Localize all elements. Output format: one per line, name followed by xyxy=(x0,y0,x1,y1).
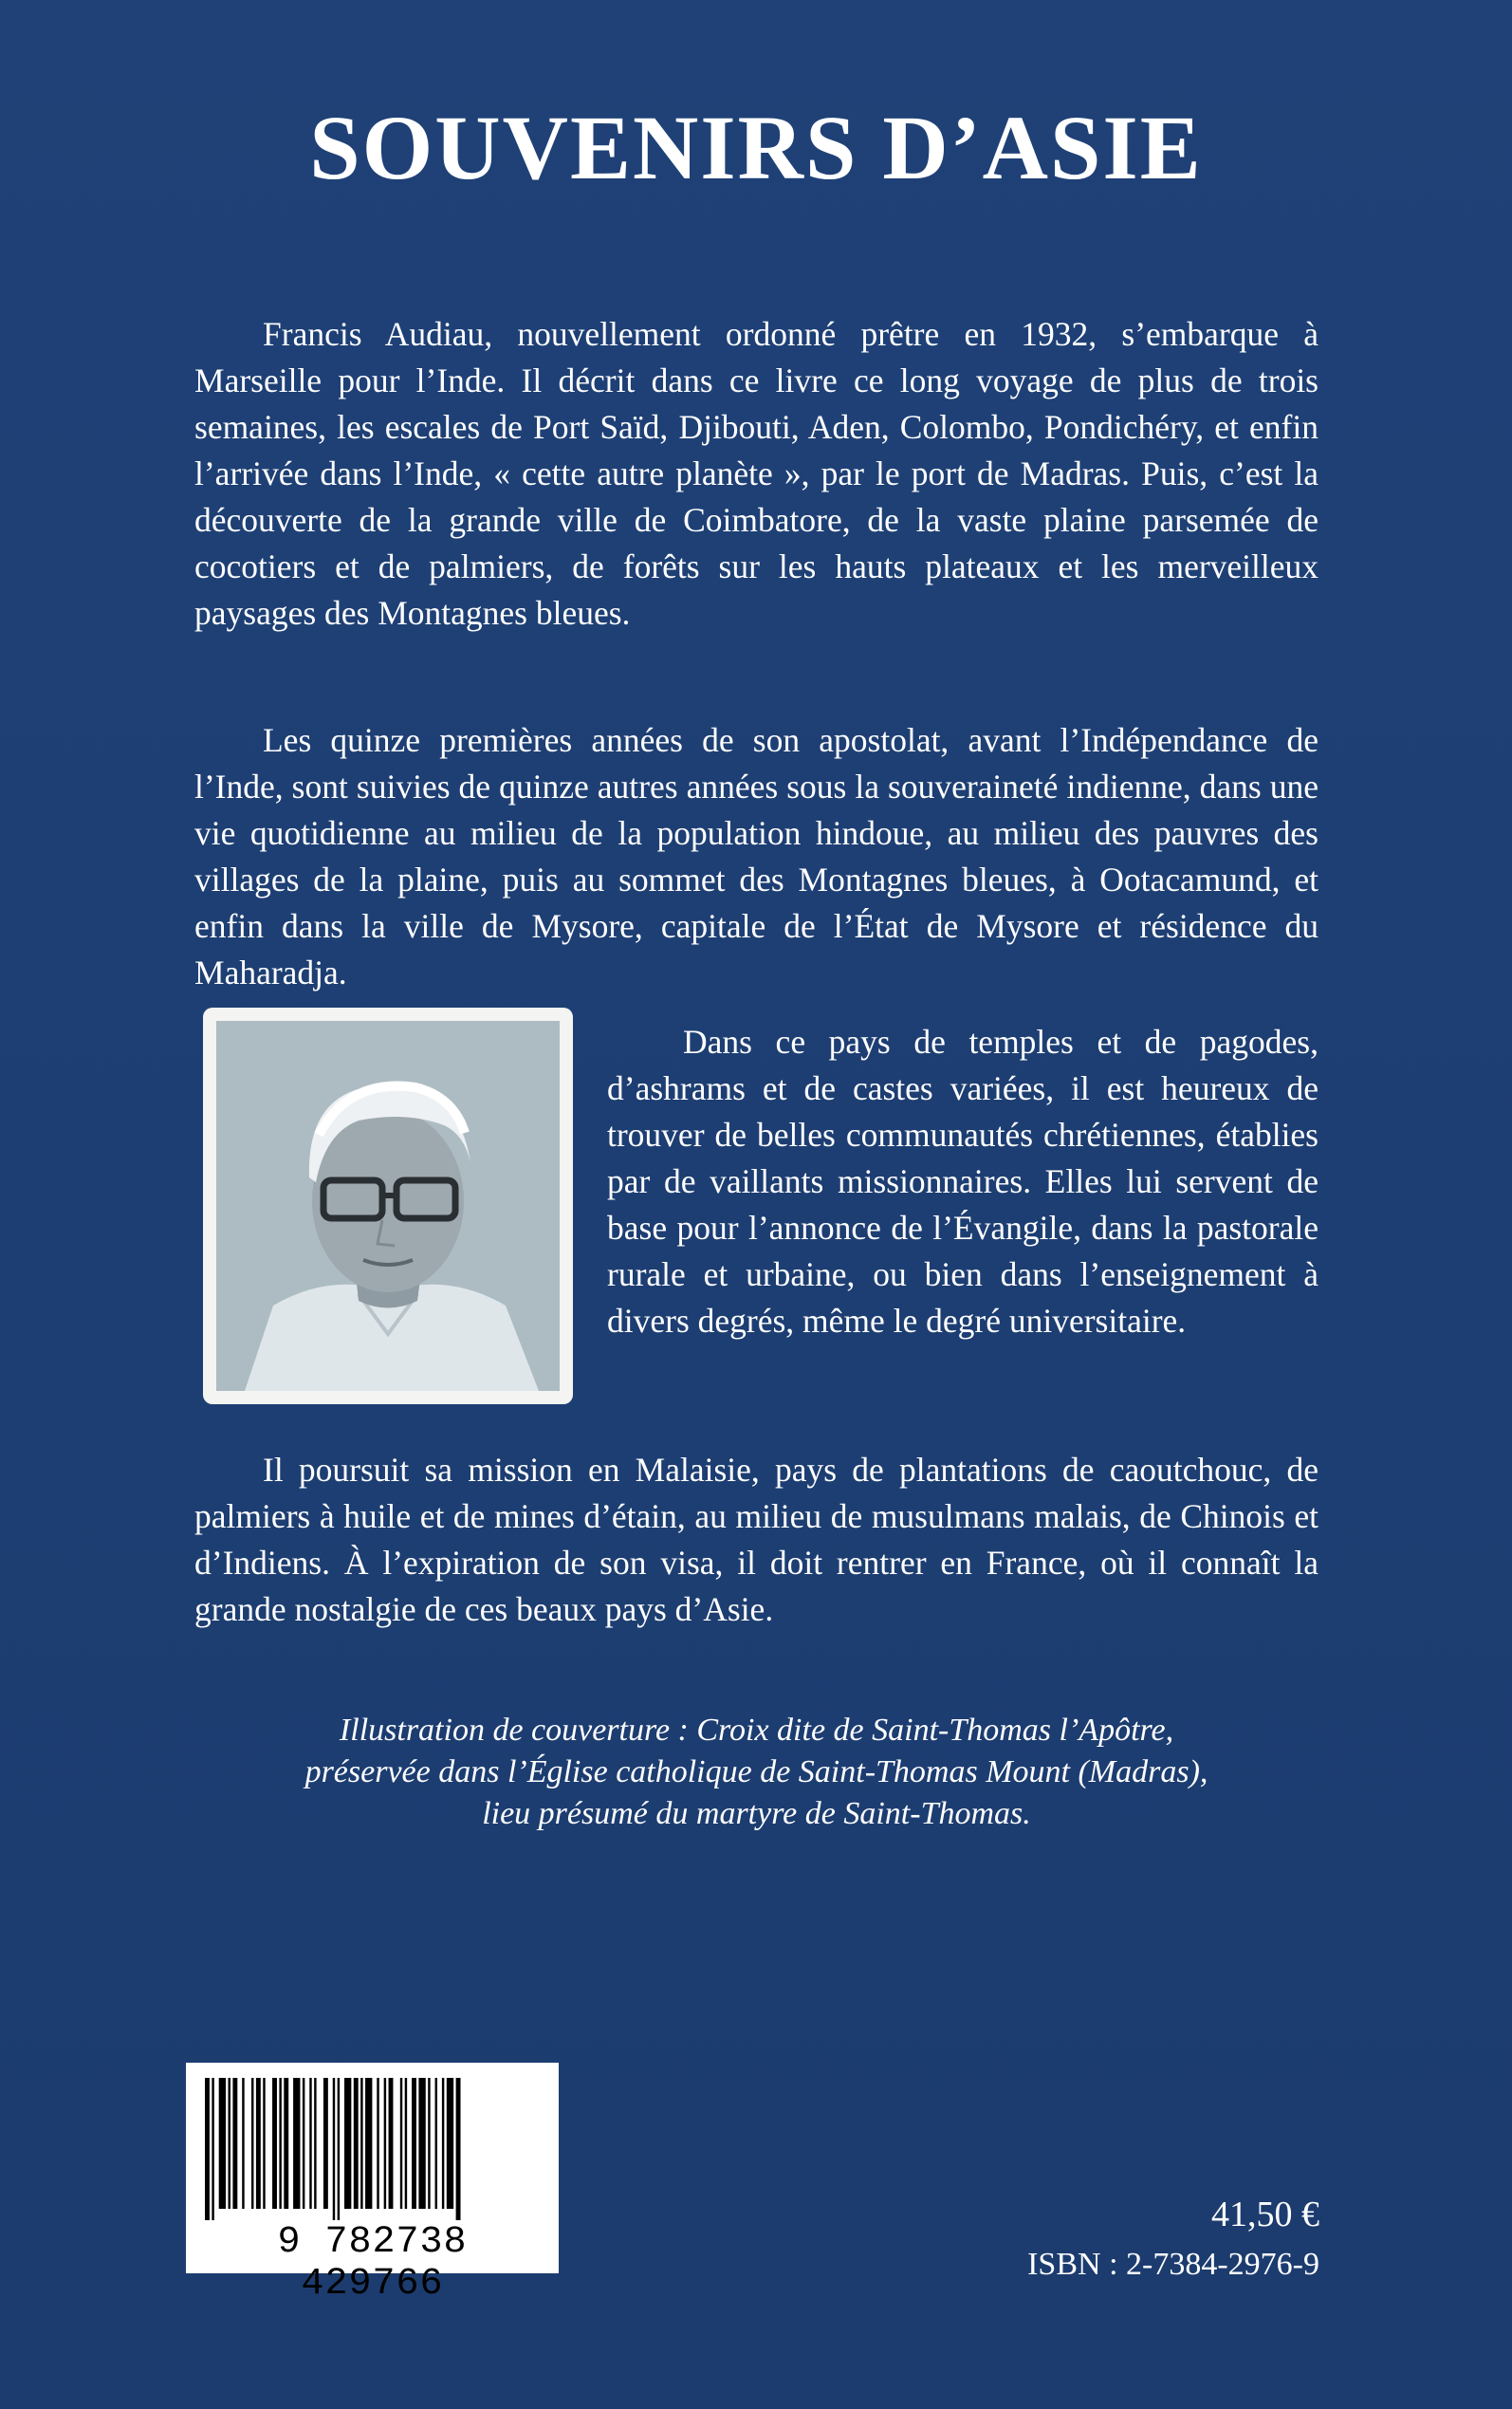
barcode-bar xyxy=(263,2078,265,2209)
barcode-bar xyxy=(333,2078,335,2220)
barcode-bar xyxy=(303,2078,304,2209)
portrait-illustration xyxy=(216,1021,560,1391)
paragraph-malaisie: Il poursuit sa mission en Malaisie, pays de plantations de caoutchouc, de palmiers à huile et de mines d’étain, au milieu de musulmans malais, de Chinois et d’Indiens. À l’expiration de son visa, il doit rentrer en France, où il connaît la grande nostalgie de ces beaux pays d’Asie. xyxy=(194,1451,1318,1628)
author-portrait-image xyxy=(216,1021,560,1391)
paragraph-voyage: Francis Audiau, nouvellement ordonné prêtre en 1932, s’embarque à Marseille pour l’Inde. Il décrit dans ce livre ce long voyage de plus de trois semaines, les escales de Port Saïd, Djibouti, Aden, Colombo, Pondichéry, et enfin l’arrivée dans l’Inde, « cette autre planète », par le port de Madras. Puis, c’est la découverte de la grande ville de Coimbatore, de la vaste plaine parsemée de cocotiers et de palmiers, de forêts sur les hauts plateaux et les merveilleux paysages des Montagnes bleues. xyxy=(194,315,1318,632)
barcode-bar xyxy=(389,2078,394,2209)
barcode-bar xyxy=(354,2078,359,2209)
barcode-bar xyxy=(360,2078,362,2209)
barcode-bar xyxy=(284,2078,288,2209)
barcode-bar xyxy=(251,2078,253,2209)
barcode-bar xyxy=(212,2078,213,2220)
barcode-bar xyxy=(344,2078,351,2209)
book-title: SOUVENIRS D’ASIE xyxy=(309,97,1203,198)
paragraph-apostolat: Les quinze premières années de son apostolat, avant l’Indépendance de l’Inde, sont suivies de quinze autres années sous la souveraineté indienne, dans une vie quotidienne au milieu de la population hindoue, au milieu des pauvres des villages de la plaine, puis au sommet des Montagnes bleues, à Ootacamund, et enfin dans la ville de Mysore, capitale de l’État de Mysore et résidence du Maharadja. xyxy=(194,721,1318,991)
barcode-bar xyxy=(205,2078,210,2220)
author-photo xyxy=(203,1008,573,1404)
barcode-bar xyxy=(412,2078,416,2209)
barcode-bar xyxy=(232,2078,237,2209)
isbn: ISBN : 2-7384-2976-9 xyxy=(1027,2247,1319,2282)
barcode-digits: 9 782738 429766 xyxy=(277,2221,468,2306)
price: 41,50 € xyxy=(1211,2195,1319,2234)
barcode-bar xyxy=(384,2078,386,2209)
barcode-bar xyxy=(279,2078,281,2209)
barcode-bar xyxy=(428,2078,430,2209)
barcode-bar xyxy=(365,2078,372,2209)
barcode-bar xyxy=(456,2078,461,2220)
barcode-bar xyxy=(309,2078,311,2209)
caption-line-1: Illustration de couverture : Croix dite de Saint-Thomas l’Apôtre, xyxy=(339,1713,1174,1748)
barcode-bar xyxy=(272,2078,277,2209)
barcode-bar xyxy=(435,2078,437,2209)
barcode-bar xyxy=(323,2078,328,2209)
paragraph-communautes: Dans ce pays de temples et de pagodes, d’ashrams et de castes variées, il est heureux de trouver de belles communautés chrétiennes, établies par de vaillants missionnaires. Elles lui servent de base pour l’annonce de l’Évangile, dans la pastorale rurale et urbaine, ou bien dans l’enseignement à divers degrés, même le degré universitaire. xyxy=(607,1023,1318,1340)
barcode-bar xyxy=(418,2078,425,2209)
barcode-bar xyxy=(242,2078,244,2209)
barcode-bar xyxy=(447,2078,453,2209)
barcode-bar xyxy=(377,2078,378,2209)
caption-line-3: lieu présumé du martyre de Saint-Thomas. xyxy=(482,1796,1031,1831)
barcode-bar xyxy=(219,2078,226,2209)
barcode-bar xyxy=(256,2078,261,2209)
barcode-bar xyxy=(229,2078,230,2209)
barcode-bar xyxy=(293,2078,300,2209)
barcode xyxy=(186,2063,559,2306)
barcode-bar xyxy=(442,2078,444,2209)
barcode-bar xyxy=(405,2078,407,2209)
barcode-bars-image xyxy=(201,2078,544,2220)
barcode-bar xyxy=(338,2078,340,2220)
caption-line-2: préservée dans l’Église catholique de Saint-Thomas Mount (Madras), xyxy=(304,1754,1208,1789)
cover-illustration-caption xyxy=(194,1710,1318,1835)
barcode-bar xyxy=(314,2078,316,2209)
barcode-bar xyxy=(400,2078,402,2209)
